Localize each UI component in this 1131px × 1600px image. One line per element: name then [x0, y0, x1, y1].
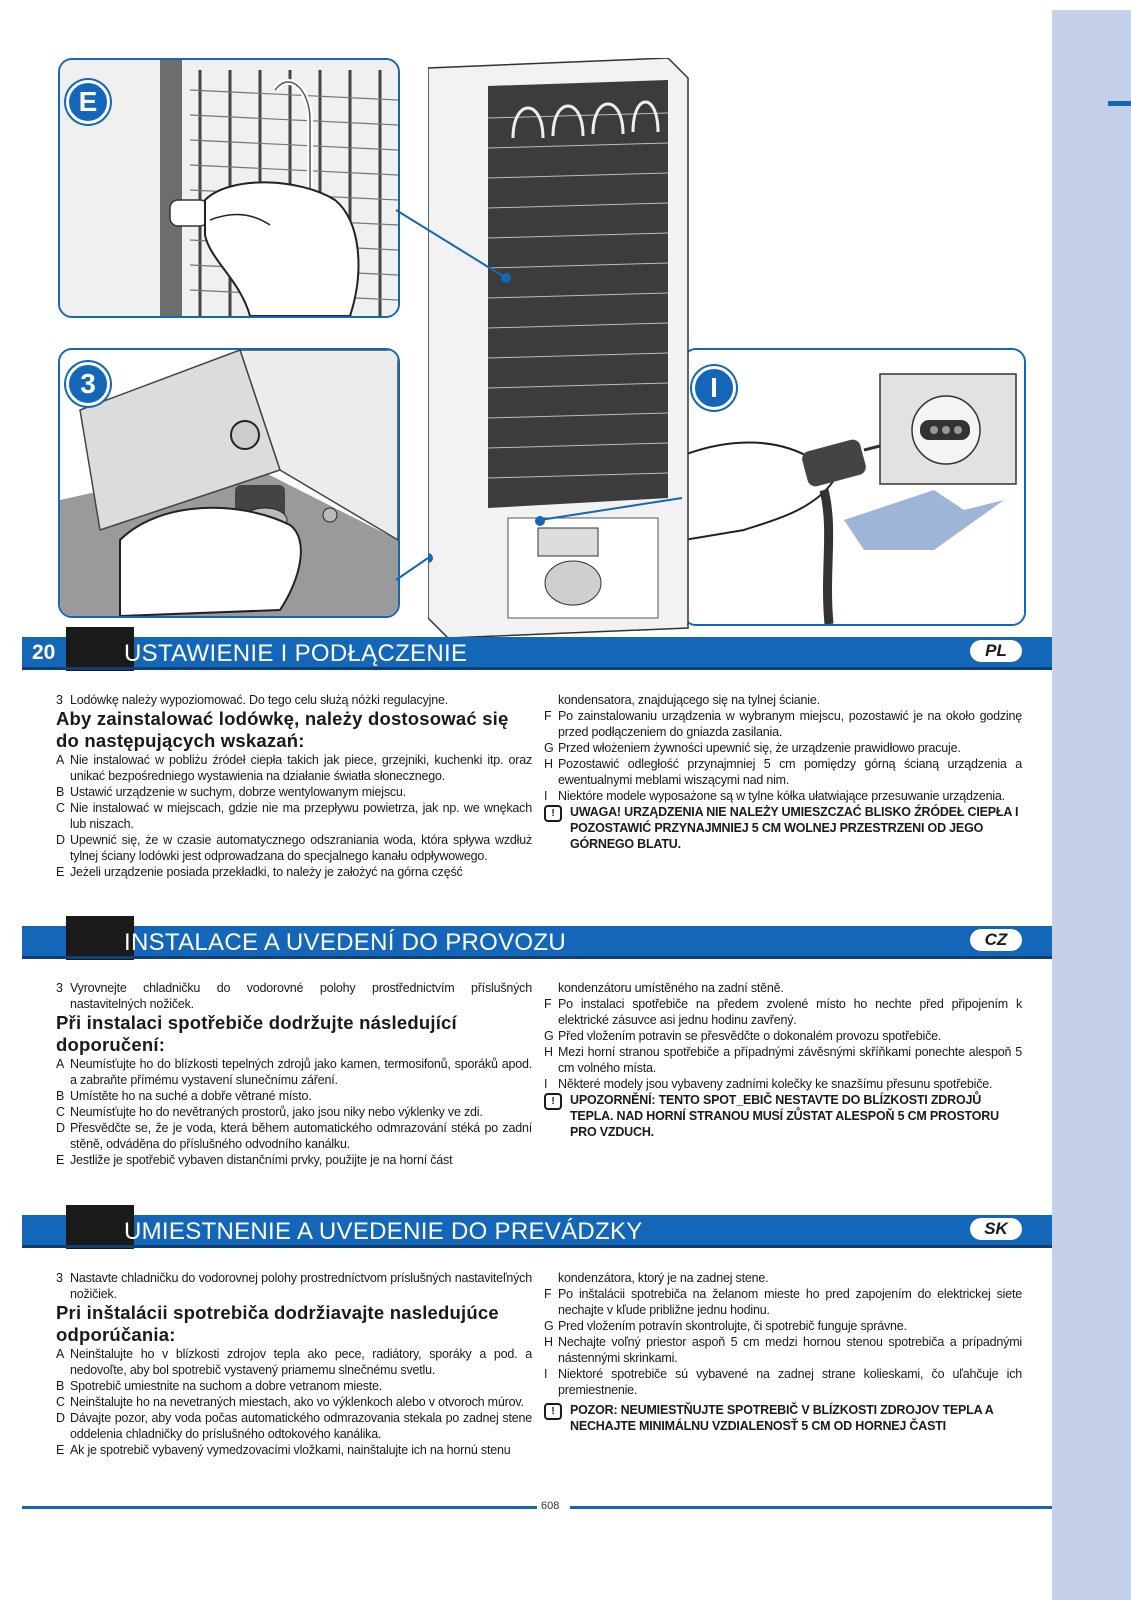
cz-item-i: I Některé modely jsou vybaveny zadními kolečky ke snazšímu přesunu spotřebiče.: [544, 1077, 993, 1091]
page-number: 20: [32, 641, 56, 664]
pl-item-e: E Jeżeli urządzenie posiada przekładki, to należy je założyć na górna część: [56, 865, 463, 879]
sk-cont: kondenzátora, ktorý je na zadnej stene.: [558, 1271, 769, 1285]
pl-item-h: H Pozostawić odległość przynajmniej 5 cm pomiędzy górną ścianą urządzenia a ewentualnymi meblami wiszącymi nad nim.: [544, 757, 1022, 787]
cz-heading: Při instalaci spotřebiče dodržujte následující doporučení:: [56, 1012, 457, 1055]
sk-item-e: E Ak je spotrebič vybavený vymedzovacími vložkami, nainštalujte ich na hornú stenu: [56, 1443, 511, 1457]
sk-item-g: G Pred vložením potravín skontrolujte, či spotrebič funguje správne.: [544, 1319, 907, 1333]
cz-item-b: B Umístěte ho na suché a dobře větrané místo.: [56, 1089, 312, 1103]
cz-right-column: [544, 980, 1022, 1140]
pl-warning: ! UWAGA! URZĄDZENIA NIE NALEŻY UMIESZCZAĆ BLISKO ŹRÓDEŁ CIEPŁA I POZOSTAWIĆ PRZYNAJMNIEJ 5 CM WOLNEJ PRZESTRZENI OD JEGO GÓRNEGO BLATU.: [544, 804, 1022, 852]
cz-item-f: F Po instalaci spotřebiče na předem zvolené místo ho nechte před připojením k elektrické zásuvce asi jednu hodinu zavřený.: [544, 997, 1022, 1027]
lang-badge-sk: SK: [970, 1218, 1022, 1240]
pl-item-f: F Po zainstalowaniu urządzenia w wybranym miejscu, pozostawić je na około godzinę przed podłączeniem do gniazda zasilania.: [544, 709, 1022, 739]
figure-connector-lines: [0, 0, 1131, 640]
sk-left-column: [56, 1270, 532, 1458]
section-bar-underline: [22, 667, 1052, 670]
sk-heading: Pri inštalácii spotrebiča dodržiavajte nasledujúce odporúčania:: [56, 1302, 499, 1345]
cz-item-c: C Neumísťujte ho do nevětraných prostorů, jako jsou niky nebo výklenky ve zdi.: [56, 1105, 483, 1119]
pl-right-column: [544, 692, 1022, 852]
sk-item-h: H Nechajte voľný priestor aspoň 5 cm medzi hornou stenou spotrebiča a prípadnými nástennými skrinkami.: [544, 1335, 1022, 1365]
warning-icon: !: [544, 1093, 562, 1110]
section-title-sk: UMIESTNENIE A UVEDENIE DO PREVÁDZKY: [124, 1218, 643, 1245]
pl-cont: kondensatora, znajdującego się na tylnej ścianie.: [558, 693, 820, 707]
pl-heading: Aby zainstalować lodówkę, należy dostosować się do następujących wskazań:: [56, 708, 509, 751]
cz-item-h: H Mezi horní stranou spotřebiče a případnými závěsnými skříňkami ponechte alespoň 5 cm volného místa.: [544, 1045, 1022, 1075]
sk-item-d: D Dávajte pozor, aby voda počas automatického odmrazovania stekala po zadnej stene oddelenia chladničky do príslušného odtokového kanálika.: [56, 1411, 532, 1441]
footer-page-code: 608: [541, 1500, 560, 1512]
cz-item-g: G Před vložením potravin se přesvědčte o dokonalém provozu spotřebiče.: [544, 1029, 942, 1043]
section-bar-pl: [22, 637, 1052, 667]
figure-e-label: E: [66, 80, 110, 124]
footer-line-right: [570, 1506, 1052, 1509]
lang-badge-cz: CZ: [970, 929, 1022, 951]
sk-right-column: [544, 1270, 1022, 1434]
pl-item-c: C Nie instalować w miejscach, gdzie nie ma przepływu powietrza, jak np. we wnękach lub niszach.: [56, 801, 532, 831]
sk-item-i: I Niektoré spotrebiče sú vybavené na zadnej strane kolieskami, čo uľahčuje ich premiestnenie.: [544, 1367, 1022, 1397]
pl-item-3: 3 Lodówkę należy wypoziomować. Do tego celu służą nóżki regulacyjne.: [56, 693, 448, 707]
section-bar-underline: [22, 1245, 1052, 1248]
section-title-pl: USTAWIENIE I PODŁĄCZENIE: [124, 640, 468, 667]
pl-left-column: [56, 692, 532, 880]
figure-3-label: 3: [66, 362, 110, 406]
section-bar-underline: [22, 956, 1052, 959]
pl-item-i: I Niektóre modele wyposażone są w tylne kółka ułatwiające przesuwanie urządzenia.: [544, 789, 1005, 803]
warning-icon: !: [544, 805, 562, 822]
sk-item-c: C Neinštalujte ho na nevetraných miestach, ako vo výklenkoch alebo v otvoroch múrov.: [56, 1395, 524, 1409]
cz-item-e: E Jestliže je spotřebič vybaven distančními prvky, použijte je na horní část: [56, 1153, 453, 1167]
cz-item-3: 3 Vyrovnejte chladničku do vodorovné polohy prostřednictvím příslušných nastavitelných nožiček.: [56, 981, 532, 1011]
pl-item-a: A Nie instalować w pobliżu źródeł ciepła takich jak piece, grzejniki, kuchenki itp. oraz unikać bezpośredniego wystawienia na działanie światła słonecznego.: [56, 753, 532, 783]
cz-warning: ! UPOZORNĚNÍ: TENTO SPOT_EBIČ NESTAVTE DO BLÍZKOSTI ZDROJŮ TEPLA. NAD HORNÍ STRANOU MUSÍ ZŮSTAT ALESPOŇ 5 CM PROSTORU PRO VZDUCH.: [544, 1092, 1022, 1140]
figure-i-label: I: [692, 366, 736, 410]
pl-item-g: G Przed włożeniem żywności upewnić się, że urządzenie prawidłowo pracuje.: [544, 741, 961, 755]
warning-icon: !: [544, 1403, 562, 1420]
sk-item-a: A Neinštalujte ho v blízkosti zdrojov tepla ako pece, radiátory, sporáky a pod. a nedovoľte, aby bol spotrebič vystavený priamemu slnečnému svetlu.: [56, 1347, 532, 1377]
section-bar-cz: [22, 926, 1052, 956]
cz-left-column: [56, 980, 532, 1168]
section-title-cz: INSTALACE A UVEDENÍ DO PROVOZU: [124, 929, 566, 956]
sk-warning: ! POZOR: NEUMIESTŇUJTE SPOTREBIČ V BLÍZKOSTI ZDROJOV TEPLA A NECHAJTE MINIMÁLNU VZDIALENOSŤ 5 CM OD HORNEJ ČASTI: [544, 1402, 1022, 1434]
sk-item-b: B Spotrebič umiestnite na suchom a dobre vetranom mieste.: [56, 1379, 383, 1393]
section-bar-sk: [22, 1215, 1052, 1245]
sk-item-f: F Po inštalácii spotrebiča na želanom mieste ho pred zapojením do elektrickej siete nechajte v kľude približne jednu hodinu.: [544, 1287, 1022, 1317]
lang-badge-pl: PL: [970, 640, 1022, 662]
cz-cont: kondenzátoru umístěného na zadní stěně.: [558, 981, 784, 995]
pl-item-b: B Ustawić urządzenie w suchym, dobrze wentylowanym miejscu.: [56, 785, 406, 799]
cz-item-a: A Neumísťujte ho do blízkosti tepelných zdrojů jako kamen, termosifonů, sporáků apod. a zabraňte přímému vystavení slunečnímu záření.: [56, 1057, 532, 1087]
sk-item-3: 3 Nastavte chladničku do vodorovnej polohy prostredníctvom príslušných nastaviteľných nožičiek.: [56, 1271, 532, 1301]
footer-line-left: [22, 1506, 537, 1509]
pl-item-d: D Upewnić się, że w czasie automatycznego odszraniania woda, która spływa wzdłuż tylnej ściany lodówki jest odprowadzana do specjalnego kanału odpływowego.: [56, 833, 532, 863]
cz-item-d: D Přesvědčte se, že je voda, která během automatického odmrazování stéká po zadní stěně, odváděna do příslušného odvodního kanálku.: [56, 1121, 532, 1151]
